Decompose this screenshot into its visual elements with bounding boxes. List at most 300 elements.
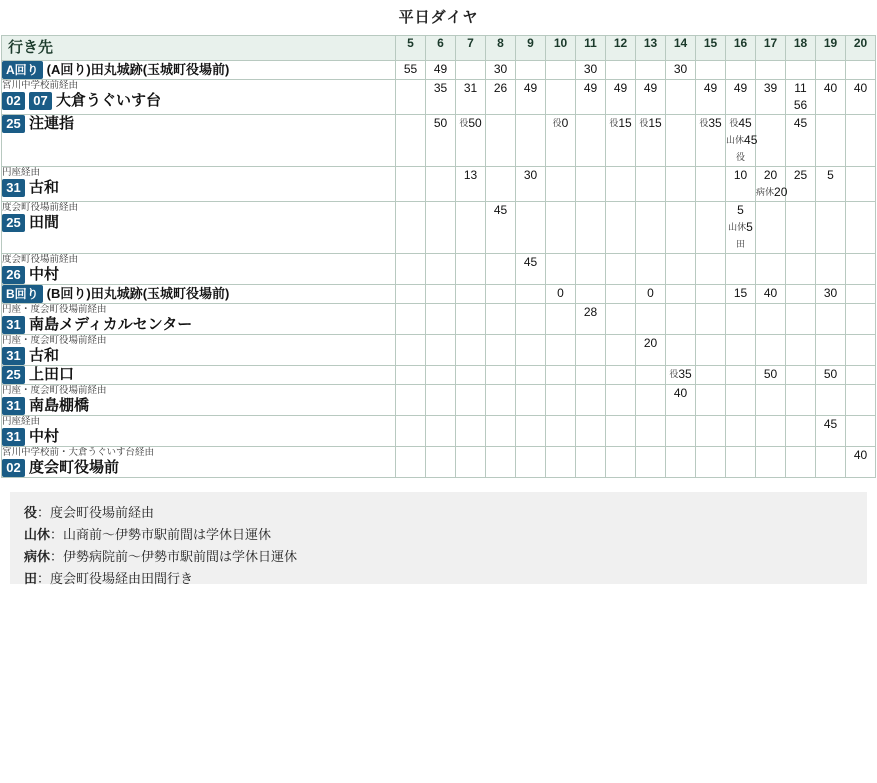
departure-cell — [846, 285, 876, 304]
departure-cell — [666, 335, 696, 366]
departure-minute: 40 — [673, 386, 688, 400]
departure-cell — [696, 167, 726, 202]
departure-cell — [666, 416, 696, 447]
departure-cell — [396, 254, 426, 285]
departure-minute: 役35 — [699, 116, 722, 130]
departure-cell — [756, 202, 786, 254]
departure-cell — [636, 80, 666, 115]
departure-cell — [546, 385, 576, 416]
departure-minute: 49 — [703, 81, 718, 95]
departure-cell — [726, 254, 756, 285]
departure-cell — [636, 167, 666, 202]
destination-line — [2, 266, 395, 284]
departure-cell — [396, 285, 426, 304]
departure-cell — [756, 385, 786, 416]
departure-cell — [396, 61, 426, 80]
table-row — [2, 416, 876, 447]
footnote-marker: 役 — [609, 118, 619, 128]
table-row — [2, 167, 876, 202]
destination-cell — [2, 80, 396, 115]
column-header-hour: 20 — [846, 36, 876, 61]
route-badge: 31 — [2, 397, 25, 415]
departure-cell — [696, 115, 726, 167]
departure-cell — [516, 416, 546, 447]
departure-cell — [636, 115, 666, 167]
departure-cell — [816, 335, 846, 366]
destination-name: (B回り)田丸城跡(玉城町役場前) — [46, 286, 230, 301]
via-label: 度会町役場前経由 — [2, 254, 79, 265]
destination-cell — [2, 304, 396, 335]
footnote-marker: 役 — [735, 152, 745, 162]
footnote-marker: 山休 — [726, 135, 745, 145]
departure-cell — [606, 115, 636, 167]
departure-cell — [696, 285, 726, 304]
departure-cell — [546, 202, 576, 254]
departure-cell — [396, 447, 426, 478]
departure-cell — [486, 416, 516, 447]
departure-cell — [786, 385, 816, 416]
table-row — [2, 335, 876, 366]
departure-cell — [786, 447, 816, 478]
departure-cell — [816, 385, 846, 416]
route-badge: 02 — [2, 459, 25, 477]
departure-cell — [636, 385, 666, 416]
via-label: 円座経由 — [2, 167, 41, 178]
column-header-hour: 15 — [696, 36, 726, 61]
destination-name: 中村 — [29, 266, 60, 283]
route-badge: A回り — [2, 61, 43, 79]
departure-cell — [606, 167, 636, 202]
destination-line — [2, 179, 395, 197]
departure-cell — [516, 285, 546, 304]
departure-cell — [786, 202, 816, 254]
departure-cell — [846, 366, 876, 385]
departure-cell — [846, 304, 876, 335]
departure-cell — [726, 447, 756, 478]
departure-cell — [396, 335, 426, 366]
destination-line — [2, 214, 395, 232]
departure-minute: 49 — [583, 81, 598, 95]
departure-cell — [636, 285, 666, 304]
departure-cell — [726, 385, 756, 416]
departure-cell — [786, 304, 816, 335]
departure-cell — [576, 167, 606, 202]
departure-cell — [786, 115, 816, 167]
destination-line — [2, 316, 395, 334]
departure-cell — [786, 167, 816, 202]
departure-cell — [816, 416, 846, 447]
departure-cell — [546, 447, 576, 478]
destination-cell — [2, 366, 396, 385]
departure-cell — [846, 335, 876, 366]
legend-key: 役 — [24, 505, 38, 520]
departure-cell — [726, 335, 756, 366]
departure-cell — [576, 61, 606, 80]
column-header-hour: 9 — [516, 36, 546, 61]
departure-cell — [756, 335, 786, 366]
departure-cell — [786, 366, 816, 385]
departure-cell — [426, 304, 456, 335]
departure-cell — [726, 304, 756, 335]
departure-cell — [516, 254, 546, 285]
table-row — [2, 285, 876, 304]
departure-cell — [606, 335, 636, 366]
departure-cell — [786, 285, 816, 304]
departure-minute: 30 — [493, 62, 508, 76]
departure-cell — [456, 416, 486, 447]
departure-cell — [846, 61, 876, 80]
via-label: 円座・度会町役場前経由 — [2, 385, 107, 396]
departure-cell — [666, 61, 696, 80]
departure-cell — [486, 167, 516, 202]
departure-cell — [426, 167, 456, 202]
destination-cell — [2, 285, 396, 304]
departure-cell — [516, 366, 546, 385]
departure-minute: 49 — [433, 62, 448, 76]
via-label: 宮川中学校前・大倉うぐいす台経由 — [2, 447, 155, 458]
departure-cell — [486, 385, 516, 416]
destination-cell — [2, 447, 396, 478]
destination-name: 田間 — [29, 214, 60, 231]
departure-cell — [756, 115, 786, 167]
departure-cell — [816, 61, 846, 80]
departure-minute: 31 — [463, 81, 478, 95]
route-badge: 25 — [2, 214, 25, 232]
departure-minute — [726, 236, 755, 253]
table-row — [2, 115, 876, 167]
legend-text: ：伊勢病院前〜伊勢市駅前間は学休日運休 — [50, 549, 298, 564]
column-header-hour: 10 — [546, 36, 576, 61]
departure-cell — [666, 254, 696, 285]
departure-cell — [396, 304, 426, 335]
departure-minute: 山休45 — [726, 133, 758, 147]
departure-minute: 26 — [493, 81, 508, 95]
departure-minute: 50 — [763, 367, 778, 381]
departure-cell — [426, 447, 456, 478]
column-header-hour: 19 — [816, 36, 846, 61]
column-header-hour: 11 — [576, 36, 606, 61]
destination-cell — [2, 61, 396, 80]
departure-cell — [726, 416, 756, 447]
legend-text: ：度会町役場前経由 — [37, 505, 155, 520]
destination-name: 古和 — [29, 179, 60, 196]
column-header-hour: 8 — [486, 36, 516, 61]
departure-cell — [786, 254, 816, 285]
departure-cell — [756, 167, 786, 202]
departure-cell — [456, 285, 486, 304]
departure-cell — [696, 61, 726, 80]
departure-cell — [576, 304, 606, 335]
departure-cell — [756, 416, 786, 447]
departure-minute: 39 — [763, 81, 778, 95]
departure-cell — [396, 385, 426, 416]
departure-minute — [726, 149, 755, 166]
departure-cell — [456, 447, 486, 478]
destination-name: (A回り)田丸城跡(玉城町役場前) — [46, 62, 230, 77]
departure-cell — [696, 335, 726, 366]
departure-cell — [576, 335, 606, 366]
departure-cell — [576, 80, 606, 115]
departure-cell — [576, 202, 606, 254]
departure-cell — [816, 366, 846, 385]
departure-cell — [666, 115, 696, 167]
departure-cell — [426, 285, 456, 304]
route-badge: 02 — [2, 92, 25, 110]
legend — [10, 492, 867, 584]
footnote-marker: 役 — [699, 118, 709, 128]
departure-minute: 40 — [763, 286, 778, 300]
destination-line — [2, 115, 395, 133]
departure-minute: 11 — [794, 81, 807, 95]
departure-cell — [666, 385, 696, 416]
departure-minute: 山休5 — [728, 220, 753, 234]
departure-minute: 役35 — [669, 367, 692, 381]
departure-cell — [606, 385, 636, 416]
departure-cell — [786, 61, 816, 80]
via-label: 宮川中学校前経由 — [2, 80, 79, 91]
departure-cell — [636, 447, 666, 478]
departure-cell — [396, 167, 426, 202]
departure-minute: 15 — [733, 286, 748, 300]
departure-minute: 30 — [673, 62, 688, 76]
departure-cell — [456, 167, 486, 202]
departure-cell — [756, 254, 786, 285]
footnote-marker: 役 — [729, 118, 739, 128]
departure-cell — [576, 447, 606, 478]
departure-cell — [846, 447, 876, 478]
column-header-destination: 行き先 — [2, 36, 396, 61]
via-label: 円座・度会町役場前経由 — [2, 304, 107, 315]
route-badge: 31 — [2, 347, 25, 365]
departure-minute: 役45 — [729, 116, 752, 130]
departure-cell — [456, 335, 486, 366]
departure-cell — [396, 416, 426, 447]
departure-minute: 45 — [493, 203, 508, 217]
departure-cell — [516, 447, 546, 478]
column-header-hour: 17 — [756, 36, 786, 61]
departure-cell — [666, 202, 696, 254]
departure-minute: 45 — [823, 417, 838, 431]
departure-cell — [426, 335, 456, 366]
departure-cell — [726, 285, 756, 304]
table-row — [2, 385, 876, 416]
departure-minute: 30 — [823, 286, 838, 300]
departure-cell — [576, 416, 606, 447]
route-badge: 07 — [29, 92, 52, 110]
departure-cell — [576, 254, 606, 285]
destination-cell — [2, 385, 396, 416]
header-row — [2, 36, 876, 61]
footnote-marker: 役 — [669, 369, 679, 379]
departure-cell — [696, 447, 726, 478]
departure-minute: 30 — [523, 168, 538, 182]
column-header-hour: 16 — [726, 36, 756, 61]
via-label: 円座・度会町役場前経由 — [2, 335, 107, 346]
departure-minute: 55 — [403, 62, 418, 76]
departure-cell — [636, 416, 666, 447]
departure-cell — [546, 416, 576, 447]
via-label: 円座経由 — [2, 416, 41, 427]
departure-cell — [606, 285, 636, 304]
legend-key: 田 — [24, 571, 38, 586]
departure-cell — [816, 447, 846, 478]
route-badge: 31 — [2, 428, 25, 446]
departure-cell — [726, 202, 756, 254]
departure-cell — [816, 115, 846, 167]
column-header-hour: 5 — [396, 36, 426, 61]
timetable-body — [2, 61, 876, 478]
departure-cell — [396, 366, 426, 385]
departure-cell — [516, 335, 546, 366]
departure-cell — [666, 167, 696, 202]
destination-name: 古和 — [29, 347, 60, 364]
departure-cell — [846, 416, 876, 447]
departure-cell — [696, 254, 726, 285]
departure-cell — [486, 202, 516, 254]
departure-cell — [636, 254, 666, 285]
via-label: 度会町役場前経由 — [2, 202, 79, 213]
departure-cell — [606, 304, 636, 335]
departure-cell — [426, 366, 456, 385]
departure-minute: 40 — [853, 81, 868, 95]
destination-cell — [2, 416, 396, 447]
departure-cell — [486, 254, 516, 285]
departure-cell — [426, 416, 456, 447]
departure-cell — [846, 80, 876, 115]
departure-minute: 35 — [433, 81, 448, 95]
departure-minute: 役50 — [459, 116, 482, 130]
destination-cell — [2, 202, 396, 254]
destination-line — [2, 428, 395, 446]
departure-cell — [696, 385, 726, 416]
departure-cell — [816, 202, 846, 254]
departure-minute: 56 — [793, 98, 808, 112]
departure-cell — [426, 385, 456, 416]
departure-cell — [486, 285, 516, 304]
departure-cell — [726, 366, 756, 385]
departure-minute: 45 — [523, 255, 538, 269]
departure-cell — [696, 366, 726, 385]
footnote-marker: 山休 — [728, 222, 747, 232]
departure-cell — [546, 335, 576, 366]
destination-line — [2, 285, 395, 303]
legend-item — [24, 524, 853, 546]
departure-minute: 30 — [583, 62, 598, 76]
departure-minute: 5 — [737, 203, 744, 217]
departure-minute: 49 — [523, 81, 538, 95]
footnote-marker: 病休 — [756, 187, 775, 197]
departure-minute: 0 — [557, 286, 564, 300]
footnote-marker: 役 — [639, 118, 649, 128]
departure-cell — [516, 167, 546, 202]
route-badge: 26 — [2, 266, 25, 284]
departure-minute: 病休20 — [756, 185, 788, 199]
departure-cell — [486, 447, 516, 478]
table-row — [2, 61, 876, 80]
departure-cell — [846, 167, 876, 202]
departure-minute: 40 — [823, 81, 838, 95]
departure-minute: 10 — [733, 168, 748, 182]
column-header-hour: 12 — [606, 36, 636, 61]
departure-cell — [516, 115, 546, 167]
departure-cell — [606, 447, 636, 478]
departure-minute: 45 — [793, 116, 808, 130]
departure-minute: 20 — [643, 336, 658, 350]
departure-cell — [486, 335, 516, 366]
departure-cell — [456, 254, 486, 285]
destination-name: 中村 — [29, 428, 60, 445]
departure-cell — [426, 202, 456, 254]
departure-cell — [756, 61, 786, 80]
departure-cell — [396, 115, 426, 167]
departure-cell — [426, 80, 456, 115]
departure-cell — [696, 202, 726, 254]
destination-name: 注連指 — [29, 115, 75, 132]
departure-cell — [456, 366, 486, 385]
departure-cell — [486, 115, 516, 167]
departure-cell — [546, 115, 576, 167]
departure-minute: 役15 — [609, 116, 632, 130]
timetable-header — [2, 36, 876, 61]
departure-cell — [636, 61, 666, 80]
departure-minute: 20 — [763, 168, 778, 182]
destination-name: 上田口 — [29, 366, 75, 383]
legend-key: 山休 — [24, 527, 51, 542]
destination-cell — [2, 335, 396, 366]
destination-line — [2, 61, 395, 79]
column-header-hour: 7 — [456, 36, 486, 61]
departure-cell — [786, 416, 816, 447]
departure-minute: 50 — [823, 367, 838, 381]
departure-cell — [816, 254, 846, 285]
departure-cell — [456, 80, 486, 115]
departure-cell — [546, 80, 576, 115]
departure-cell — [726, 115, 756, 167]
destination-line — [2, 347, 395, 365]
legend-item — [24, 568, 853, 590]
departure-cell — [756, 304, 786, 335]
departure-cell — [576, 385, 606, 416]
departure-cell — [396, 80, 426, 115]
departure-cell — [756, 366, 786, 385]
departure-cell — [816, 167, 846, 202]
destination-name: 度会町役場前 — [29, 459, 120, 476]
destination-line — [2, 459, 395, 477]
departure-minute: 役0 — [552, 116, 569, 130]
departure-cell — [546, 61, 576, 80]
departure-cell — [546, 285, 576, 304]
destination-name: 大倉うぐいす台 — [56, 92, 162, 109]
legend-item — [24, 502, 853, 524]
table-row — [2, 254, 876, 285]
route-badge: 25 — [2, 366, 25, 384]
departure-cell — [456, 115, 486, 167]
departure-cell — [816, 304, 846, 335]
departure-cell — [426, 254, 456, 285]
departure-cell — [576, 115, 606, 167]
legend-key: 病休 — [24, 549, 51, 564]
table-row — [2, 304, 876, 335]
departure-cell — [516, 80, 546, 115]
departure-cell — [606, 254, 636, 285]
destination-line — [2, 92, 395, 110]
departure-cell — [456, 385, 486, 416]
departure-cell — [606, 366, 636, 385]
timetable — [1, 35, 876, 478]
route-badge: 31 — [2, 316, 25, 334]
departure-cell — [576, 366, 606, 385]
departure-minute: 40 — [853, 448, 868, 462]
